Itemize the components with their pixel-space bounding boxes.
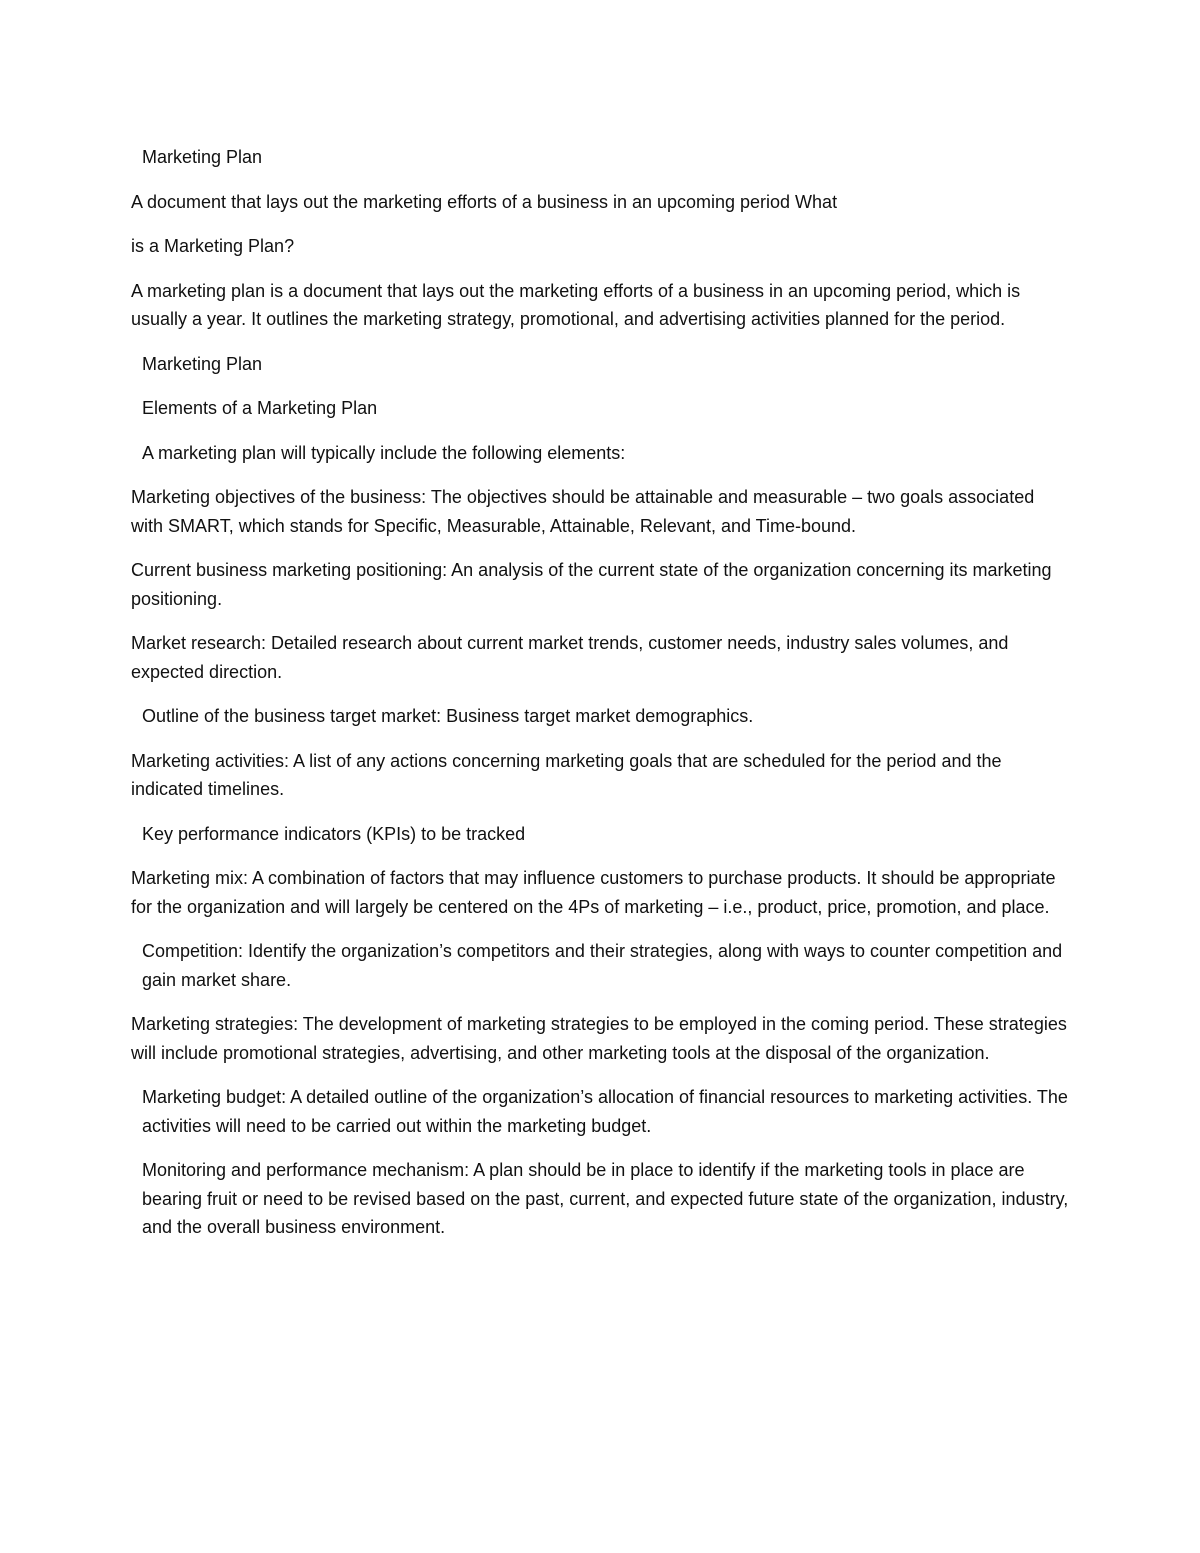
question-line: is a Marketing Plan? (131, 236, 295, 256)
element-target-market: Outline of the business target market: Business target market demographics. (142, 706, 754, 726)
element-marketing-objectives: Marketing objectives of the business: The objectives should be attainable and measurable – two goals associated with SMART, which stands for Specific, Measurable, Attainable, Relevant, and Time-bound. (131, 487, 1035, 536)
heading-elements: Elements of a Marketing Plan (142, 398, 378, 418)
element-marketing-budget: Marketing budget: A detailed outline of the organization’s allocation of financial resources to marketing activities. The activities will need to be carried out within the marketing budget. (142, 1087, 1068, 1136)
element-monitoring: Monitoring and performance mechanism: A plan should be in place to identify if the marketing tools in place are bearing fruit or need to be revised based on the past, current, and expected future state of the organization, industry, and the overall business environment. (142, 1160, 1069, 1237)
document-body (131, 143, 1071, 1258)
element-marketing-strategies: Marketing strategies: The development of marketing strategies to be employed in the coming period. These strategies will include promotional strategies, advertising, and other marketing tools at the disposal of the organization. (131, 1014, 1067, 1063)
heading-marketing-plan: Marketing Plan (142, 147, 263, 167)
element-market-research: Market research: Detailed research about current market trends, customer needs, industry sales volumes, and expected direction. (131, 633, 1009, 682)
element-current-positioning: Current business marketing positioning: An analysis of the current state of the organization concerning its marketing positioning. (131, 560, 1052, 609)
element-marketing-mix: Marketing mix: A combination of factors that may influence customers to purchase products. It should be appropriate for the organization and will largely be centered on the 4Ps of marketing – i.e., product, price, promotion, and place. (131, 868, 1056, 917)
heading-marketing-plan-repeat: Marketing Plan (142, 353, 263, 374)
element-competition: Competition: Identify the organization’s competitors and their strategies, along with ways to counter competition and gain market share. (142, 941, 1063, 990)
elements-intro: A marketing plan will typically include the following elements: (142, 442, 626, 463)
intro-paragraph: A marketing plan is a document that lays out the marketing efforts of a business in an upcoming period, which is usually a year. It outlines the marketing strategy, promotional, and advertising activities planned for the period. (131, 280, 1021, 329)
element-kpis: Key performance indicators (KPIs) to be tracked (142, 823, 526, 844)
definition-line: A document that lays out the marketing efforts of a business in an upcoming period What (131, 191, 838, 212)
element-marketing-activities: Marketing activities: A list of any actions concerning marketing goals that are scheduled for the period and the indicated timelines. (131, 750, 1002, 799)
